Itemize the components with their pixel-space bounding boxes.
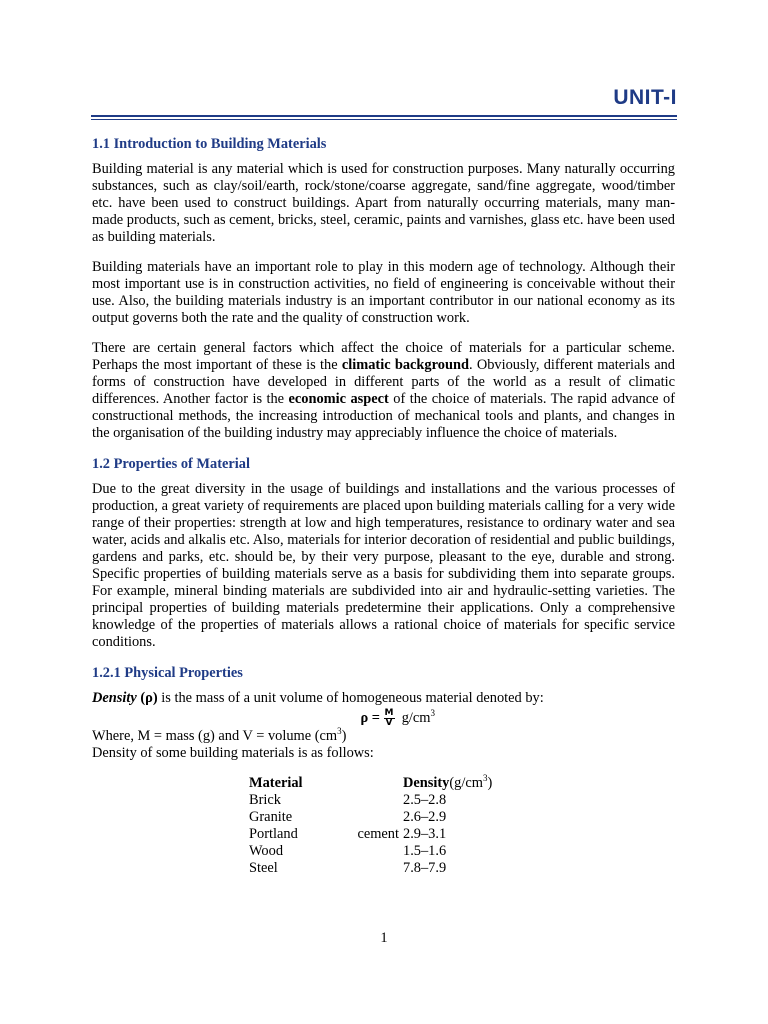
table-header-row [249,775,492,792]
density-table [249,775,492,877]
density-formula: ρ = $\frac{M}{V}$ $g/cm^3$ [360,708,435,728]
term-climatic-background: climatic background [341,357,469,373]
table-row: Wood 1.5–1.6 [249,843,447,859]
density-definition: Density (ρ) is the mass of a unit volume of homogeneous material denoted by: [92,690,544,706]
table-row: Portland cement 2.9–3.1 [249,826,447,842]
section-heading-1-1: 1.1 Introduction to Building Materials [92,136,327,152]
paragraph-intro-3: There are certain general factors which affect the choice of materials for a particular scheme. Perhaps the most important of these is the climatic background. Obviously, different materials and forms of construction have developed in different parts of the world as a result of climatic differences. Another factor is the economic aspect of the choice of materials. The rapid advance of constructional methods, the increasing introduction of mechanical tools and plants, and changes in the organisation of the building industry may appreciably influence the choice of materials. [92,340,675,441]
page-number: 1 [380,930,388,946]
formula-where: Where, M = mass (g) and V = volume $(cm^3)$ [92,726,347,744]
formula-fraction: $\frac{M}{V}$ [384,708,394,728]
density-list-intro: Density of some building materials is as follows: [92,745,374,761]
table-row: Granite 2.6–2.9 [249,809,447,825]
unit-title: UNIT-I [613,86,677,109]
section-heading-1-2-1: 1.2.1 Physical Properties [92,665,243,681]
table-row: Brick 2.5–2.8 [249,792,447,808]
header-rule-thin [91,119,677,120]
formula-lhs: ρ = [360,709,384,726]
header-material: Material [249,775,303,791]
paragraph-intro-2: Building materials have an important role to play in this modern age of technology. Although their most important use is in construction activities, no field of engineering is conceivable without their use. Also, the building materials industry is an important contributor in our national economy as its output governs both the rate and the quality of construction work. [92,259,675,326]
term-economic-aspect: economic aspect [288,391,389,407]
section-heading-1-2: 1.2 Properties of Material [92,456,250,472]
paragraph-properties: Due to the great diversity in the usage of buildings and installations and the various processes of production, a great variety of requirements are placed upon building materials calling for a very wide range of their properties: strength at low and high temperatures, resistance to ordinary water and sea water, acids and alkalis etc. Also, materials for interior decoration of residential and public buildings, gardens and parks, etc. should be, by their very purpose, pleasant to the eye, durable and strong. Specific properties of building materials serve as a basis for subdividing them into separate groups. For example, mineral binding materials are subdivided into air and hydraulic-setting varieties. The principal properties of building materials predetermine their applications. Only a comprehensive knowledge of the properties of materials allows a rational choice of materials for specific service conditions. [92,481,675,650]
paragraph-intro-1: Building material is any material which is used for construction purposes. Many naturally occurring substances, such as clay/soil/earth, rock/stone/coarse aggregate, sand/fine aggregate, wood/timber etc. have been used to construct buildings. Apart from naturally occurring materials, many man-made products, such as cement, bricks, steel, ceramic, paints and varnishes, glass etc. have been used as building materials. [92,161,675,245]
table-row: Steel 7.8–7.9 [249,860,447,876]
page-content [92,136,675,877]
header-density: $Density(g/cm^3)$ [403,773,493,791]
header-rule-thick [91,115,677,117]
